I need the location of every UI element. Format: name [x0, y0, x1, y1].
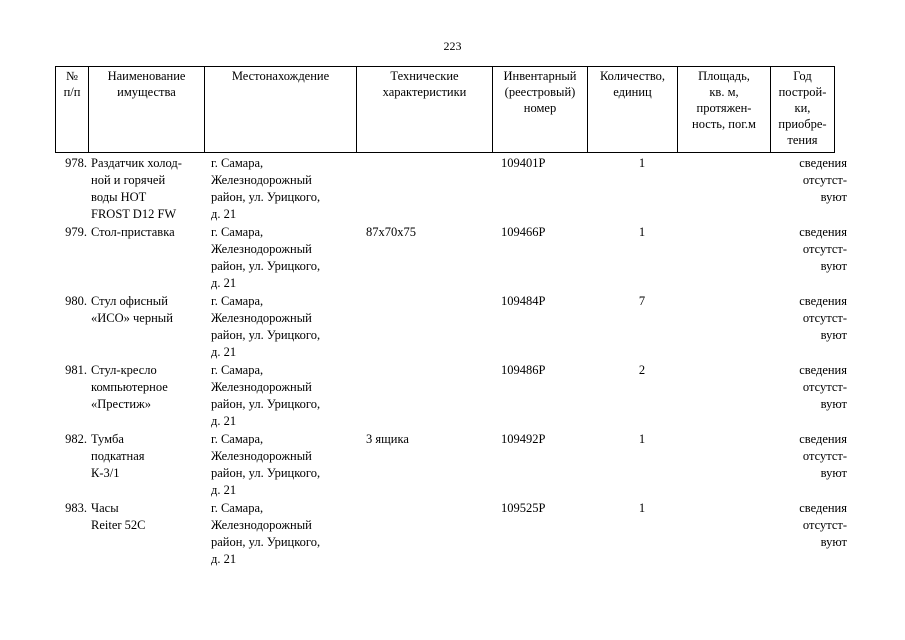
row-qty: 1: [638, 225, 646, 239]
row-year: сведения отсутст- вуют: [799, 156, 847, 204]
row-qty: 1: [638, 156, 646, 170]
row-number: 979.: [65, 225, 87, 239]
row-location: г. Самара, Железнодорожный район, ул. Урицкого, д. 21: [211, 225, 321, 290]
row-qty: 2: [638, 363, 646, 377]
header-tech: Технические характеристики: [357, 67, 493, 153]
row-location: г. Самара, Железнодорожный район, ул. Урицкого, д. 21: [211, 432, 321, 497]
row-inventory: 109525Р: [501, 501, 546, 515]
row-name: Тумба подкатная К-3/1: [91, 432, 145, 480]
row-number: 980.: [65, 294, 87, 308]
row-inventory: 109492Р: [501, 432, 546, 446]
row-name: Раздатчик холод- ной и горячей воды HOT FROST D12 FW: [91, 156, 182, 221]
header-year: Год построй- ки, приобре- тения: [771, 67, 835, 153]
row-inventory: 109466Р: [501, 225, 546, 239]
header-location: Местонахождение: [205, 67, 357, 153]
header-name: Наименование имущества: [89, 67, 205, 153]
row-name: Часы Reiter 52C: [91, 501, 146, 532]
row-year: сведения отсутст- вуют: [799, 501, 847, 549]
row-tech: 3 ящика: [366, 432, 409, 446]
row-qty: 7: [638, 294, 646, 308]
row-name: Стол-приставка: [91, 225, 175, 239]
header-inventory: Инвентарный (реестровый) номер: [493, 67, 588, 153]
row-year: сведения отсутст- вуют: [799, 432, 847, 480]
row-inventory: 109486Р: [501, 363, 546, 377]
row-location: г. Самара, Железнодорожный район, ул. Урицкого, д. 21: [211, 156, 321, 221]
header-num: № п/п: [56, 67, 89, 153]
page-number: 223: [443, 39, 462, 53]
row-name: Стул-кресло компьютерное «Престиж»: [91, 363, 168, 411]
row-inventory: 109401Р: [501, 156, 546, 170]
row-year: сведения отсутст- вуют: [799, 225, 847, 273]
row-name: Стул офисный «ИСО» черный: [91, 294, 173, 325]
table-header: [55, 66, 835, 153]
row-inventory: 109484Р: [501, 294, 546, 308]
row-number: 978.: [65, 156, 87, 170]
header-area: Площадь, кв. м, протяжен- ность, пог.м: [678, 67, 771, 153]
row-location: г. Самара, Железнодорожный район, ул. Урицкого, д. 21: [211, 363, 321, 428]
row-location: г. Самара, Железнодорожный район, ул. Урицкого, д. 21: [211, 294, 321, 359]
row-number: 983.: [65, 501, 87, 515]
row-year: сведения отсутст- вуют: [799, 294, 847, 342]
row-year: сведения отсутст- вуют: [799, 363, 847, 411]
row-number: 982.: [65, 432, 87, 446]
row-qty: 1: [638, 501, 646, 515]
row-tech: 87х70х75: [366, 225, 416, 239]
header-qty: Количество, единиц: [588, 67, 678, 153]
row-qty: 1: [638, 432, 646, 446]
row-number: 981.: [65, 363, 87, 377]
row-location: г. Самара, Железнодорожный район, ул. Урицкого, д. 21: [211, 501, 321, 566]
